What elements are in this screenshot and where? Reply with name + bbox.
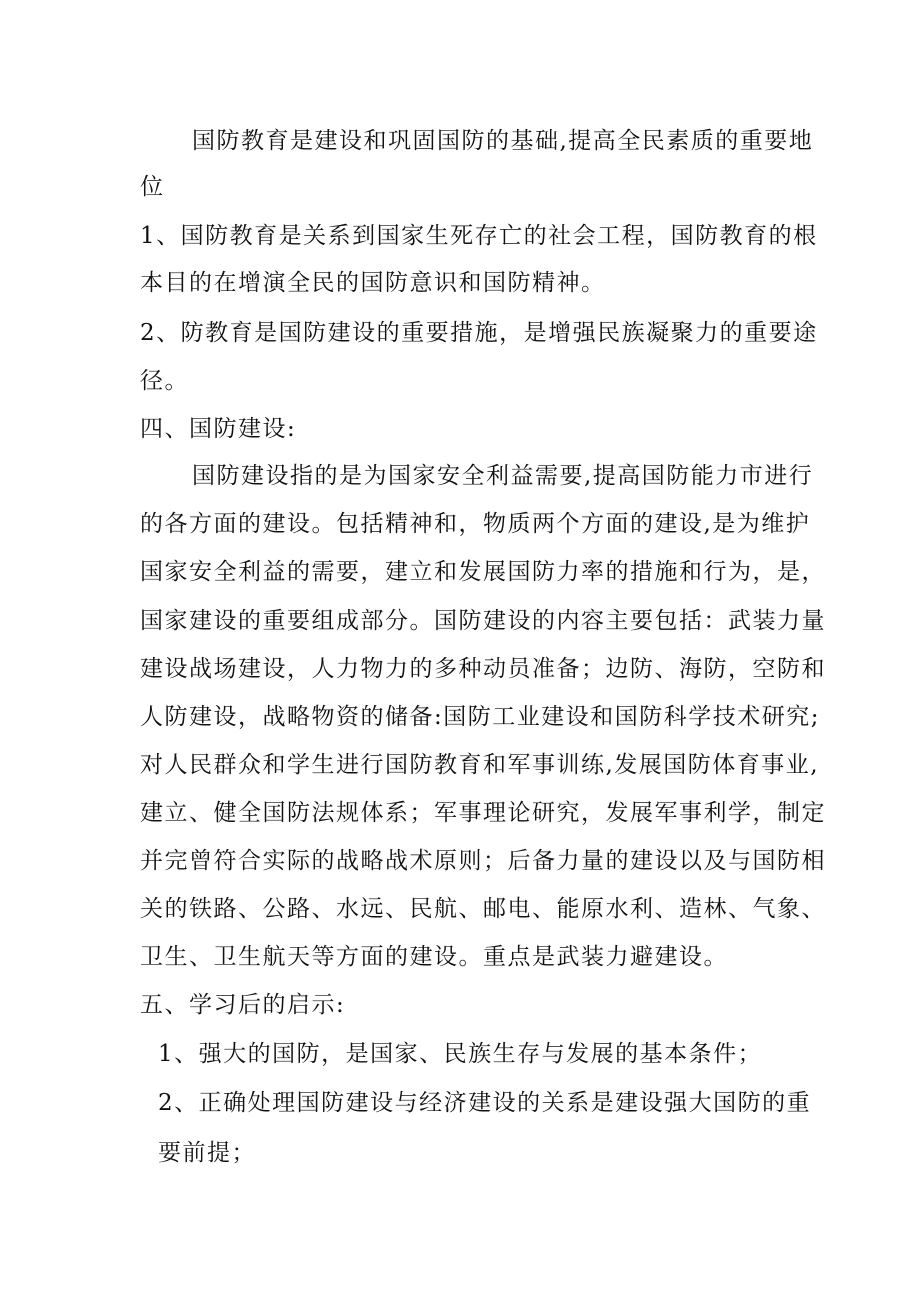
list-item-line: 本目的在增演全民的国防意识和国防精神。	[140, 270, 606, 296]
paragraph-line: 的各方面的建设。包括精神和，物质两个方面的建设,是为维护	[140, 511, 811, 537]
section-heading: 五、学习后的启示:	[140, 992, 346, 1018]
list-item-line: 2、防教育是国防建设的重要措施，是增强民族凝聚力的重要途	[140, 320, 818, 346]
list-item-line: 径。	[140, 368, 189, 394]
list-item-line: 要前提；	[158, 1140, 256, 1166]
list-item-line: 1、国防教育是关系到国家生死存亡的社会工程，国防教育的根	[140, 223, 818, 249]
paragraph-line: 建设战场建设，人力物力的多种动员准备；边防、海防，空防和	[140, 656, 826, 682]
list-item-line: 2、正确处理国防建设与经济建设的关系是建设强大国防的重	[158, 1090, 812, 1116]
paragraph-line: 国防教育是建设和巩固国防的基础,提高全民素质的重要地	[192, 128, 814, 154]
paragraph-line: 卫生、卫生航天等方面的建设。重点是武装力避建设。	[140, 944, 728, 970]
paragraph-line: 人防建设，战略物资的储备:国防工业建设和国防科学技术研究;	[140, 704, 820, 730]
paragraph-line: 国家建设的重要组成部分。国防建设的内容主要包括：武装力量	[140, 608, 826, 634]
paragraph-line: 建立、健全国防法规体系；军事理论研究，发展军事利学，制定	[140, 800, 826, 826]
paragraph-line: 国防建设指的是为国家安全利益需要,提高国防能力市进行	[192, 463, 814, 489]
list-item-line: 1、强大的国防，是国家、民族生存与发展的基本条件；	[158, 1041, 763, 1067]
paragraph-line: 位	[140, 174, 165, 200]
section-heading: 四、国防建设:	[140, 416, 297, 442]
paragraph-line: 关的铁路、公路、水远、民航、邮电、能原水利、造林、气象、	[140, 896, 826, 922]
paragraph-line: 并完曾符合实际的战略战术原则；后备力量的建设以及与国防相	[140, 848, 826, 874]
paragraph-line: 对人民群众和学生进行国防教育和军事训练,发展国防体育事业,	[140, 752, 820, 778]
paragraph-line: 国家安全利益的需要，建立和发展国防力率的措施和行为，是，	[140, 559, 826, 585]
